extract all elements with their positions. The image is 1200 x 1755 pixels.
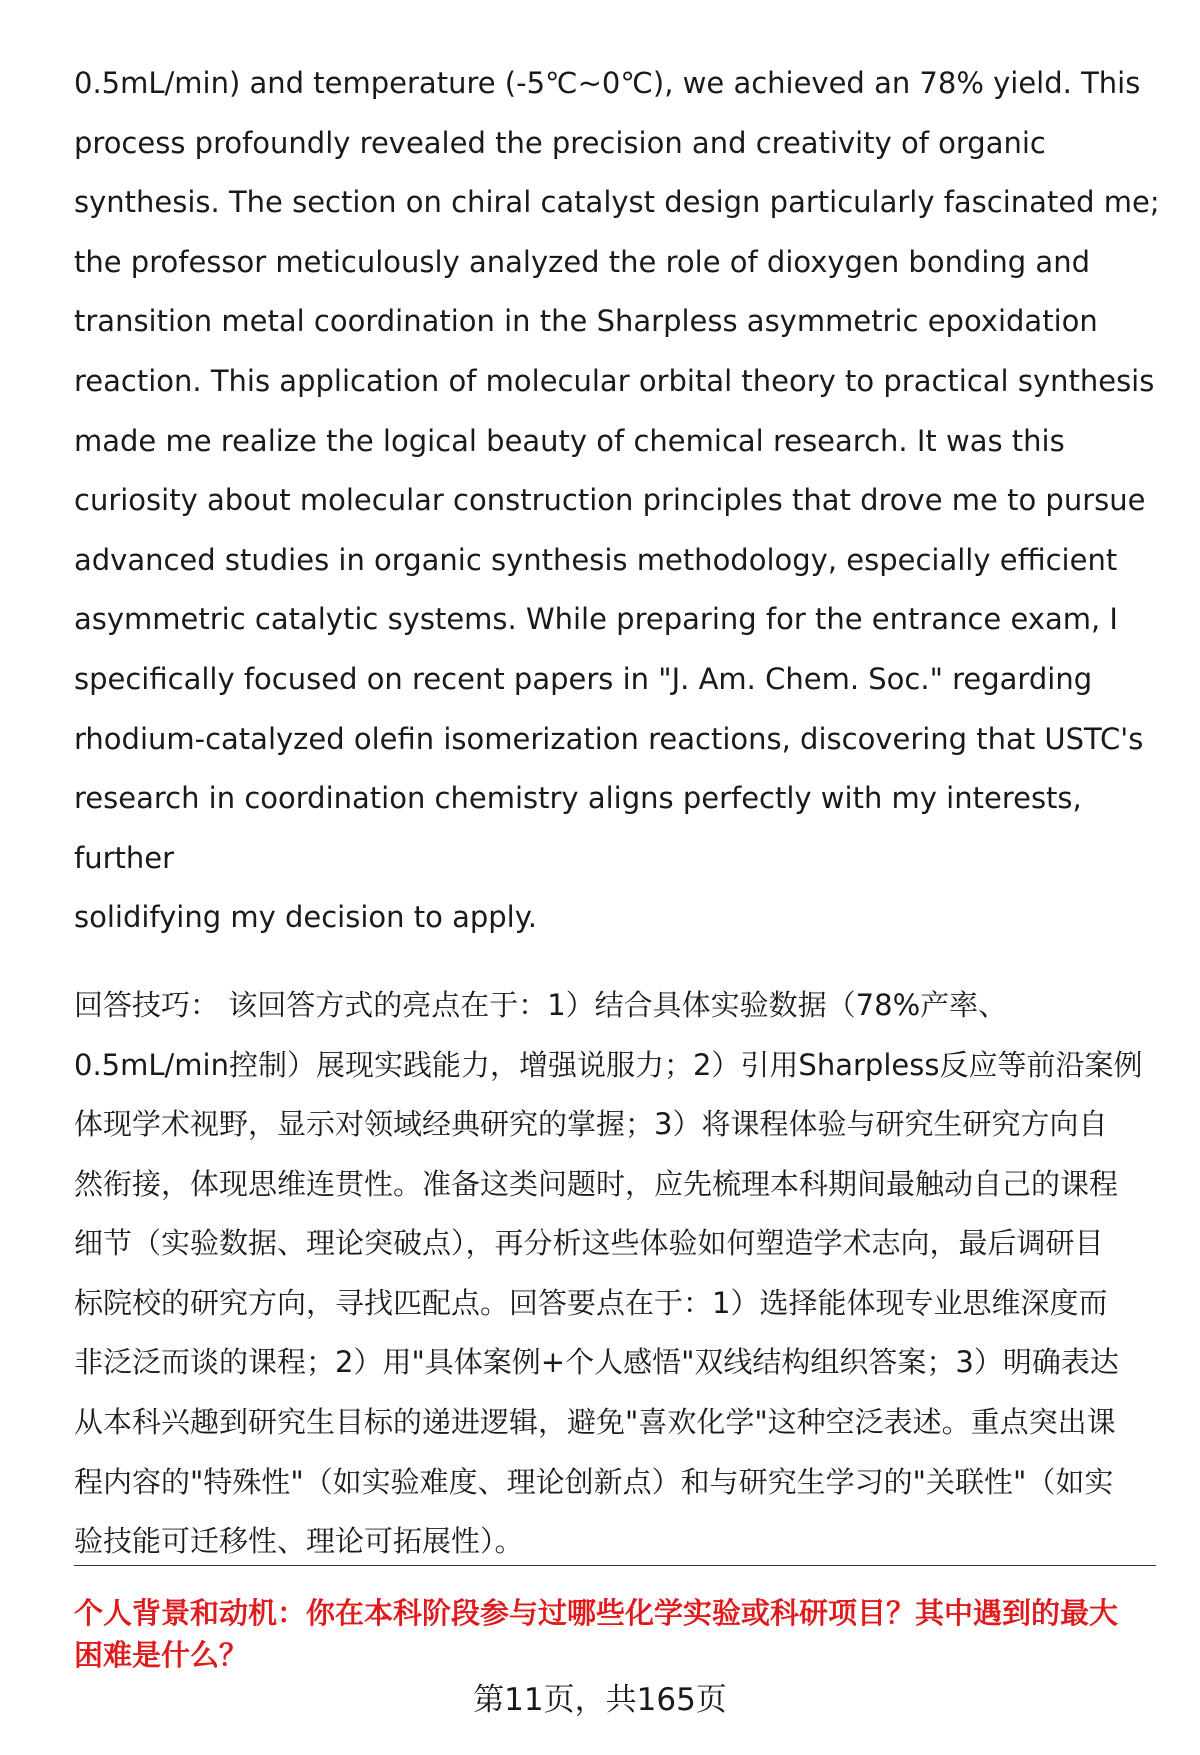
answer-tips-paragraph: 回答技巧： 该回答方式的亮点在于：1）结合具体实验数据（78%产率、 0.5mL/min控制）展现实践能力，增强说服力；2）引用Sharpless反应等前沿案例 体现学术视野，显示对领域经典研究的掌握；3）将课程体验与研究生研究方向自 然衔接，体现思维连贯性。准备这类问题时，应先梳理本科期间最触动自己的课程 细节（实验数据、理论突破点），再分析这些体验如何塑造学术志向，最后调研目 标院校的研究方向，寻找匹配点。回答要点在于：1）选择能体现专业思维深度而 非泛泛而谈的课程；2）用"具体案例+个人感悟"双线结构组织答案；3）明确表达 从本科兴趣到研究生目标的递进逻辑，避免"喜欢化学"这种空泛表述。重点突出课 程内容的"特殊性"（如实验难度、理论创新点）和与研究生学习的"关联性"（如实 验技能可迁移性、理论可拓展性）。 xyxy=(74,987,1143,1559)
page-number-footer: 第11页，共165页 xyxy=(473,1682,727,1718)
question-heading: 个人背景和动机：你在本科阶段参与过哪些化学实验或科研项目？其中遇到的最大 困难是什么？ xyxy=(74,1596,1119,1672)
answer-paragraph: 0.5mL/min) and temperature (-5℃~0℃), we achieved an 78% yield. This process profoundly revealed the precision and creativity of organic synthesis. The section on chiral catalyst design particularly fascinated me; the professor meticulously analyzed the role of dioxygen bonding and transition metal coordination in the Sharpless asymmetric epoxidation reaction. This application of molecular orbital theory to practical synthesis made me realize the logical beauty of chemical research. It was this curiosity about molecular construction principles that drove me to pursue advanced studies in organic synthesis methodology, especially efficient asymmetric catalytic systems. While preparing for the entrance exam, I specifically focused on recent papers in "J. Am. Chem. Soc." regarding rhodium-catalyzed olefin isomerization reactions, discovering that USTC's research in coordination chemistry aligns perfectly with my interests, further solidifying my decision to apply. xyxy=(74,66,1160,935)
document-body xyxy=(74,54,1160,1572)
section-divider xyxy=(74,1565,1156,1566)
